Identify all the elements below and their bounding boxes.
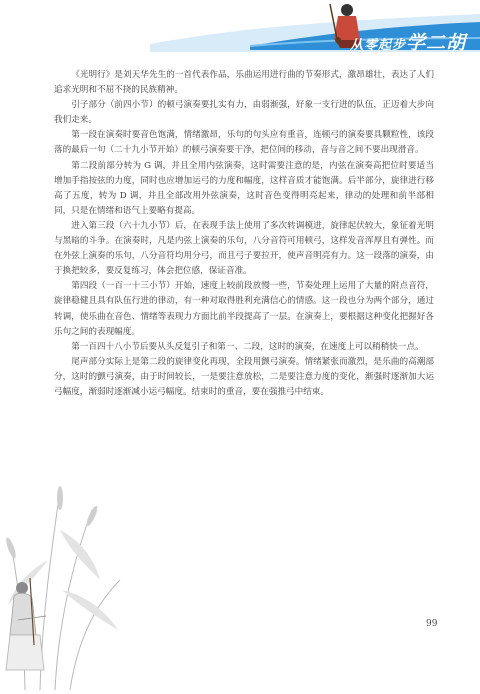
paragraph-section-three: 进入第三段（六十九小节）后，在表现手法上使用了多次转调模进，旋律起伏较大，象征着光明与黑暗的斗争。在演奏时，凡是内弦上演奏的乐句，八分音符可用顿弓，这样发音浑厚且有弹性。而在外弦上演奏的乐句，八分音符均用分弓，而且弓子要拉开，使声音明亮有力。这一段落的演奏，由于换把较多，要反复练习，体会把位感，保证音准。: [54, 220, 434, 277]
paragraph-introduction-section: 引子部分（前四小节）的顿弓演奏要扎实有力，由弱渐强，好象一支行进的队伍，正迈着大步向我们走来。: [54, 100, 434, 126]
paragraph-repeat: 第一百四十八小节后要从头反复引子和第一、二段，这时的演奏，在速度上可以稍稍快一点。: [71, 341, 424, 352]
header-banner: [0, 0, 480, 52]
banner-title-main: 学二胡: [405, 32, 466, 54]
paragraph-coda: 尾声部分实际上是第二段的旋律变化再现，全段用颤弓演奏。情绪紧张而激烈，是乐曲的高潮部分，这时的颤弓演奏，由于时间较长，一是要注意放松，二是要注意力度的变化，渐强时逐渐加大运弓幅度，渐弱时逐渐减小运弓幅度。结束时的重音，要在强推弓中结束。: [54, 356, 434, 397]
article-body: [54, 68, 434, 400]
paragraph-section-two: 第二段前部分转为 G 调，并且全用内弦演奏，这时需要注意的是，内弦在演奏高把位时要适当增加手指按弦的力度，同时也应增加运弓的力度和幅度，这样音质才能饱满。后半部分，旋律进行移高了五度，转为 D 调，并且全部改用外弦演奏，这时音色变得明亮起来，律动的处理和前半部相同，只是在情绪和语气上要略有提高。: [54, 160, 434, 216]
reed-and-erhu-player-illustration: [0, 470, 150, 690]
paragraph-intro: 《光明行》是刘天华先生的一首代表作品，乐曲运用进行曲的节奏形式，激昂雄壮，表达了人们追求光明和不屈不挠的民族精神。: [54, 70, 434, 96]
paragraph-section-four: 第四段（一百一十三小节）开始，速度上较前段放慢一些，节奏处理上运用了大量的附点音符，旋律稳健且具有队伍行进的律动，有一种对取得胜利充满信心的情感。这一段也分为两个部分，通过转调，使乐曲在音色、情绪等表现力方面比前半段提高了一层。在演奏上，要根据这种变化把握好各乐句之间的表现幅度。: [54, 281, 434, 337]
paragraph-section-one: 第一段在演奏时要音色饱满，情绪激昂，乐句的句头应有重音，连顿弓的演奏要具颗粒性，该段落的最后一句（二十九小节开始）的顿弓演奏要干净，把位间的移动，音与音之间不要出现滑音。: [54, 130, 434, 156]
page-number: 99: [426, 619, 438, 629]
banner-title: [350, 28, 466, 55]
banner-title-prefix: 从零起步: [349, 38, 406, 53]
